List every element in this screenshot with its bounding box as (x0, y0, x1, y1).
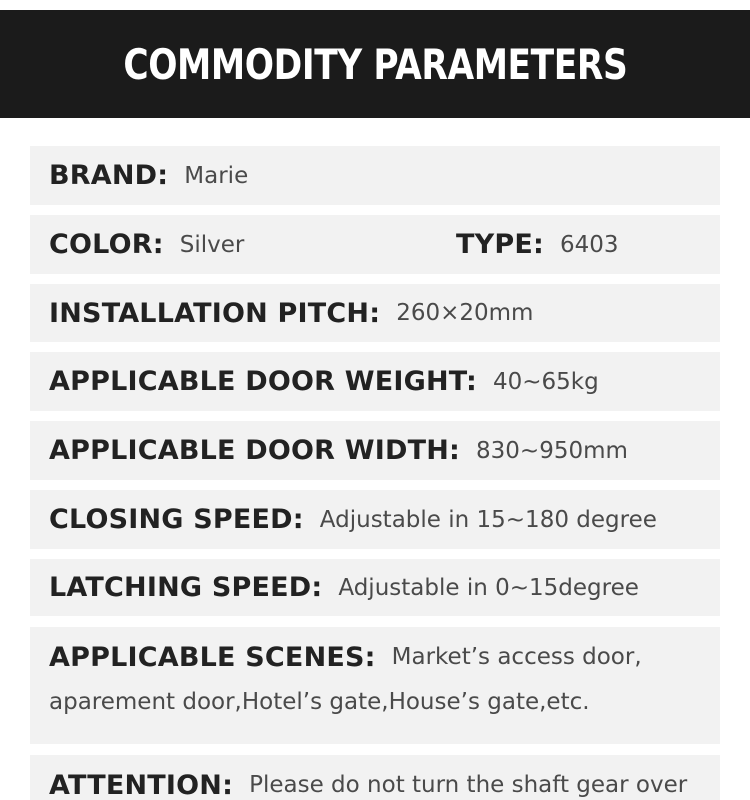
param-label-type: TYPE: (456, 229, 544, 260)
param-row-attention (30, 755, 720, 800)
param-label-scenes: APPLICABLE SCENES: (49, 641, 376, 673)
param-row-closing-speed (30, 490, 720, 549)
param-value-closing-speed: Adjustable in 15~180 degree (319, 506, 657, 533)
param-color (49, 229, 456, 260)
param-value-door-weight: 40~65kg (492, 368, 599, 395)
param-row-latching-speed (30, 559, 720, 616)
param-label-latching-speed: LATCHING SPEED: (49, 572, 323, 603)
param-row-door-weight (30, 352, 720, 411)
param-value-type: 6403 (560, 231, 619, 258)
param-label-attention: ATTENTION: (49, 769, 234, 800)
param-value-installation-pitch: 260×20mm (396, 300, 534, 326)
param-label-installation-pitch: INSTALLATION PITCH: (49, 297, 381, 329)
section-header (0, 10, 750, 118)
param-value-door-width: 830~950mm (476, 437, 628, 464)
param-value-attention: Please do not turn the shaft gear over (249, 772, 688, 798)
param-row-installation-pitch (30, 284, 720, 342)
param-value-scenes-line1: Market’s access door, (391, 644, 642, 670)
param-label-color: COLOR: (49, 229, 164, 260)
param-label-door-width: APPLICABLE DOOR WIDTH: (49, 435, 461, 466)
param-row-scenes (30, 627, 720, 744)
param-label-closing-speed: CLOSING SPEED: (49, 504, 304, 535)
param-row-brand (30, 146, 720, 205)
param-value-latching-speed: Adjustable in 0~15degree (338, 574, 639, 601)
param-row-color-type (30, 215, 720, 274)
param-label-brand: BRAND: (49, 160, 169, 191)
param-type (456, 229, 619, 260)
param-value-color: Silver (179, 231, 245, 258)
param-value-brand: Marie (184, 162, 249, 189)
param-row-door-width (30, 421, 720, 480)
param-value-scenes-line2: aparement door,Hotel’s gate,House’s gate,etc. (49, 689, 590, 715)
param-label-door-weight: APPLICABLE DOOR WEIGHT: (49, 366, 477, 397)
section-title: COMMODITY PARAMETERS (122, 39, 628, 89)
